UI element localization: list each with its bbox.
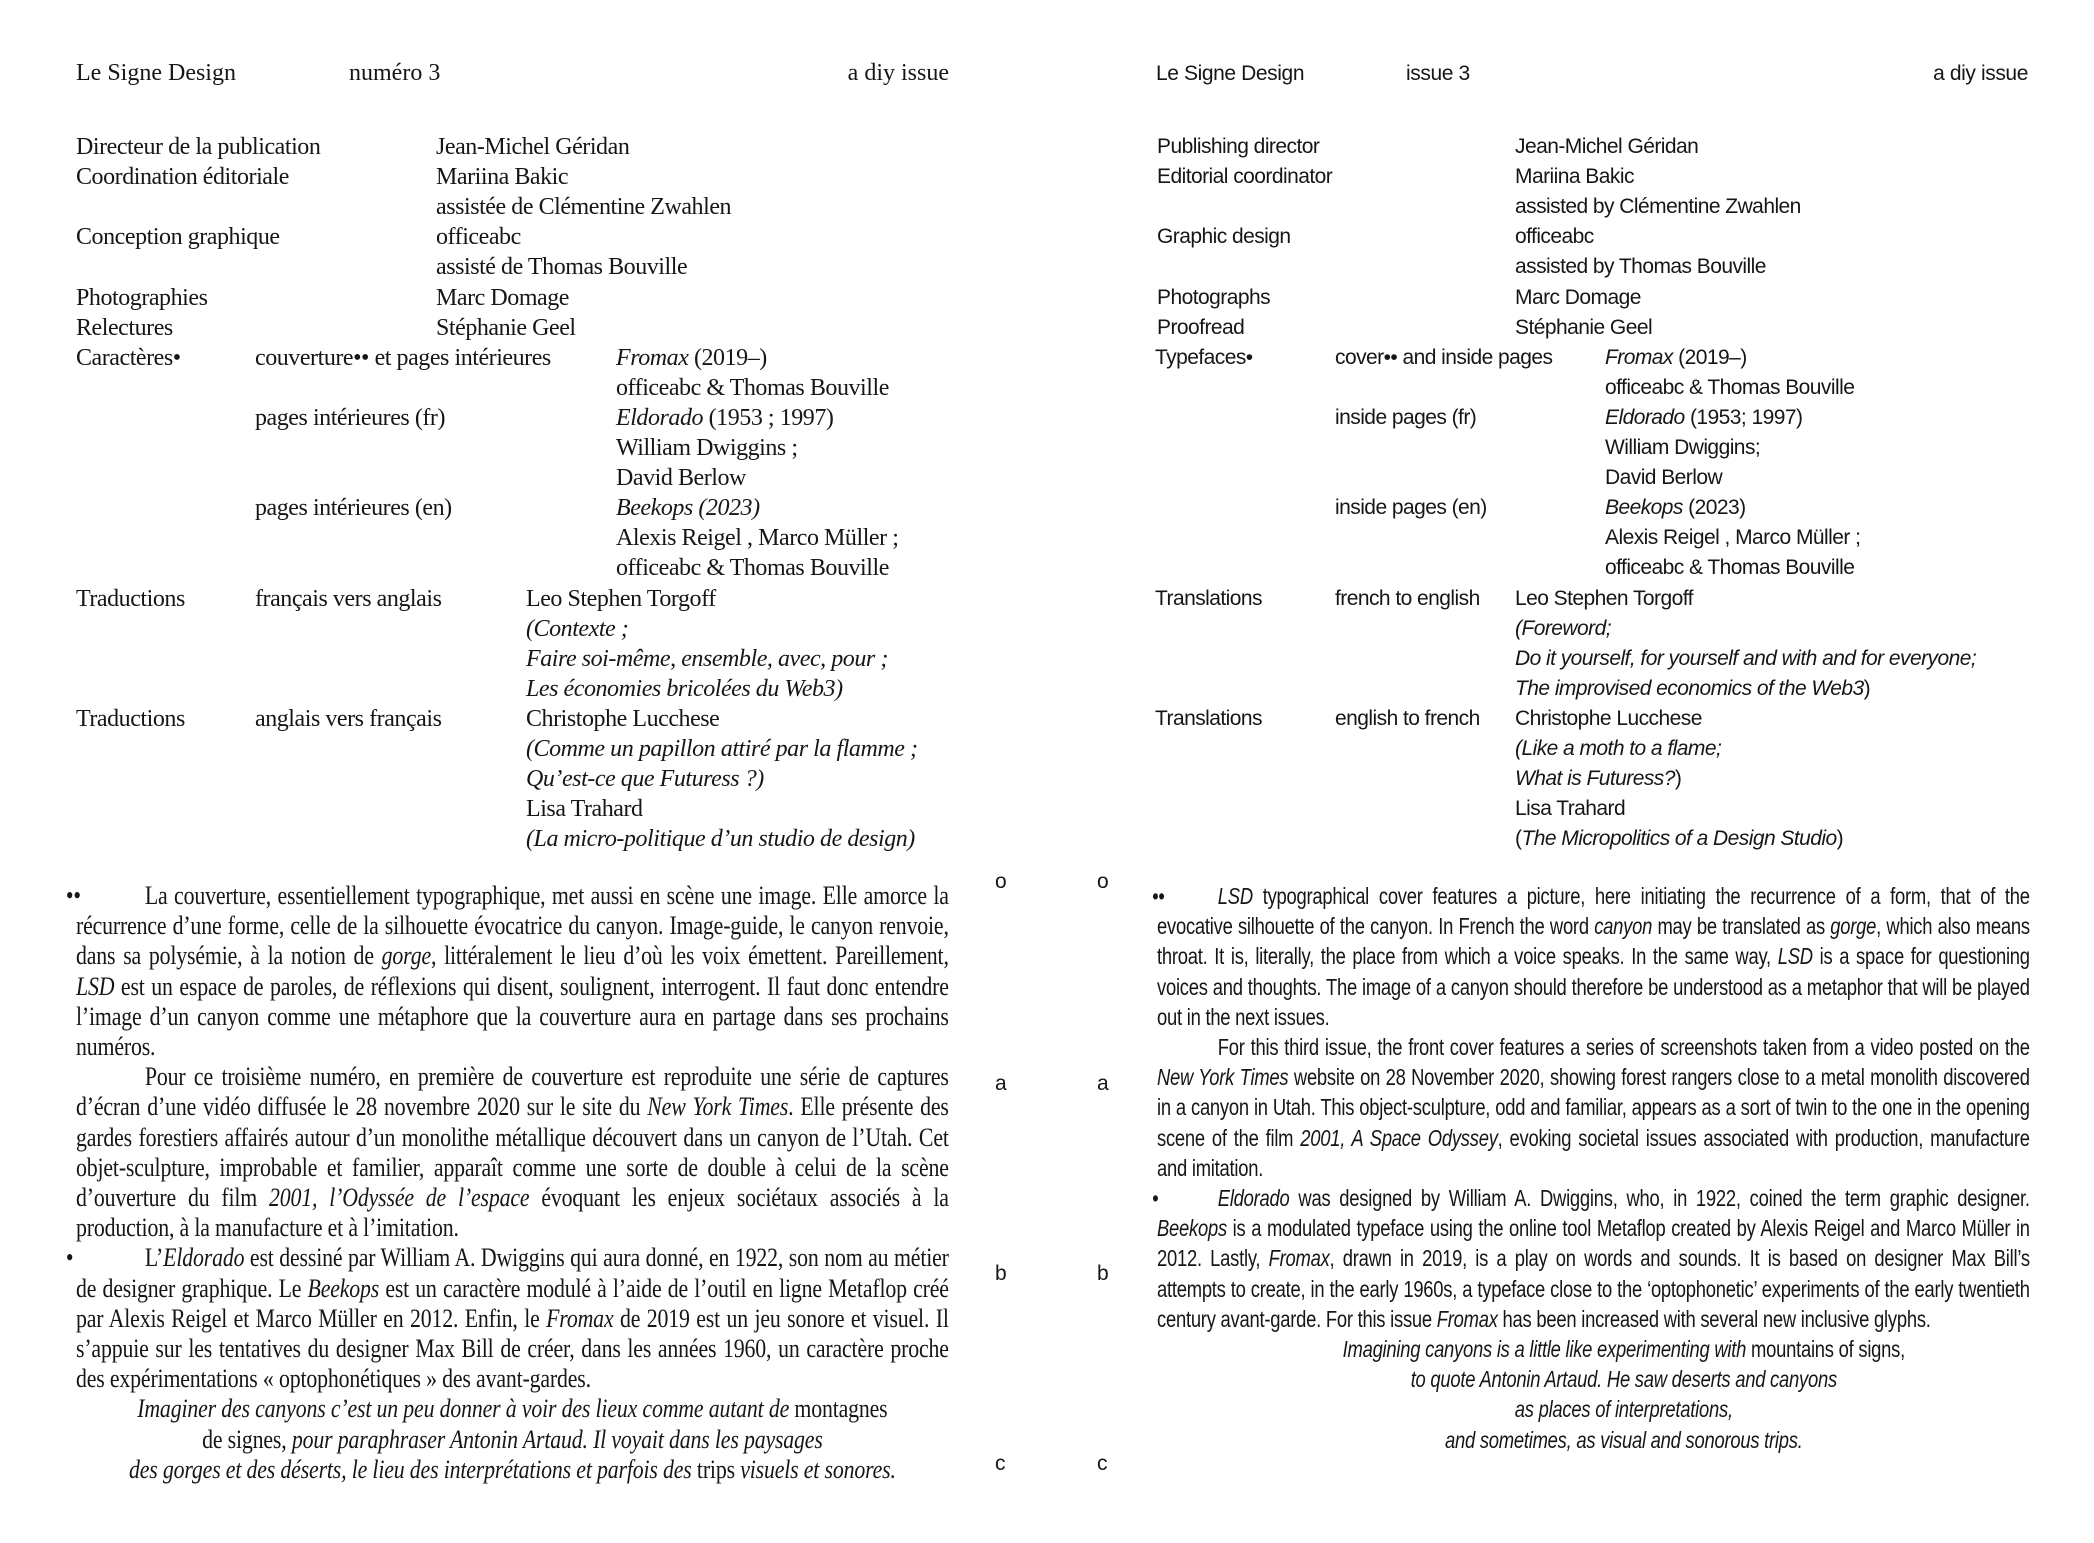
credit-sublabel: english to french [1335,706,1480,730]
credit-value [1515,132,1698,162]
margin-letter-c: c [1097,1452,1108,1475]
credit-sublabel: anglais vers français [255,705,442,732]
credit-label: Traductions [76,585,185,612]
text-run: Lisa Trahard [1515,797,1626,821]
credit-label: Translations [1155,586,1263,610]
quote-line [76,1425,949,1455]
italic-text: LSD [1777,943,1813,970]
italic-text: Fromax [616,344,689,371]
quote-line [1157,1334,2030,1364]
text-run: Marc Domage [436,284,569,311]
text-run: Pour ce troisième numéro, en première de couverture est reproduite une série de captures d’écran d’une vidéo diffusée le 28 novembre 2020 sur le site du [76,1062,949,1122]
italic-text: (Comme un papillon attiré par la flamme ; [526,736,918,762]
credit-value [1515,704,1702,734]
quote-line [1157,1364,2030,1394]
italic-text: Imaginer des canyons c’est un peu donner à voir des lieux comme autant de [137,1394,795,1424]
footnote-marker: •• [65,881,81,910]
italic-text: Eldorado [1217,1185,1290,1212]
italic-text: des gorges et des déserts, le lieu des interprétations et parfois des [128,1454,697,1484]
credit-value [1515,584,1693,614]
credit-value [1515,313,1652,343]
credit-sublabel: cover•• and inside pages [1335,345,1553,369]
text-run: (2023) [1682,496,1746,520]
italic-text: Fromax [1436,1305,1498,1332]
text-run: , littéralement le lieu d’où les voix émettent. Pareillement, [430,941,949,971]
italic-text: visuels et sonores. [734,1454,896,1484]
credit-label: Graphic design [1157,225,1291,249]
credit-sublabel: pages intérieures (en) [255,495,452,522]
italic-text: The Micropolitics of a Design Studio [1521,827,1837,851]
credit-value [436,283,569,313]
italic-text: LSD [76,971,115,1001]
magazine-title: Le Signe Design [76,60,236,86]
credit-value [436,132,629,162]
italic-text: (Foreword; [1515,616,1612,640]
credit-value [1605,343,1747,373]
text-run: officeabc [436,224,521,251]
text-run: Mariina Bakic [436,164,569,191]
text-run: La couverture, essentiellement typographique, met aussi en scène une image. Elle amorce la récurrence d’une forme, celle de la silhouette évocatrice du canyon. Image-guide, le canyon renvoie, dans sa polysémie, à la notion de [76,881,949,971]
italic-text: Eldorado [163,1243,245,1273]
text-run: trips [696,1454,735,1484]
issue-number: numéro 3 [349,60,441,86]
text-run: , which also means throat. It is, literally, the place from which a voice speaks. In the same way, [1157,913,2030,970]
magazine-title: Le Signe Design [1156,62,1305,85]
italic-text: Fromax [546,1303,614,1333]
text-run: montagnes [794,1394,888,1424]
text-run: is a space for questioning voices and thoughts. The image of a canyon should therefore be understood as a metaphor that will be played out in the next issues. [1157,943,2030,1030]
credit-value [436,222,521,252]
italic-text: gorge [381,941,431,971]
credit-label: Photographs [1157,285,1271,309]
italic-text: (Like a moth to a flame; [1515,737,1722,760]
credit-label: Editorial coordinator [1157,165,1333,189]
text-run: Lisa Trahard [526,796,643,823]
paragraph [65,881,949,1062]
credit-label: Relectures [76,314,173,341]
credit-value [526,734,918,764]
credit-label: Coordination éditoriale [76,164,289,191]
text-run: typographical cover features a picture, here initiating the recurrence of a form, that of the evocative silhouette of the canyon. In French the word [1157,883,2030,940]
text-run: ( [1515,827,1522,851]
text-run: assisté de Thomas Bouville [436,254,688,281]
credit-value [1605,433,1760,463]
text-run: ) [1674,767,1682,791]
text-run: David Berlow [1605,466,1723,490]
credit-sublabel: inside pages (en) [1335,496,1487,520]
italic-text: Qu’est-ce que Futuress ?) [526,766,764,793]
credit-value [1515,252,1766,282]
italic-text: Fromax [1605,345,1673,369]
issue-tagline: a diy issue [1933,62,2028,85]
text-run: officeabc & Thomas Bouville [1605,375,1855,399]
credit-sublabel: french to english [1335,586,1480,610]
paragraph [76,1062,949,1243]
italic-text: (La micro-politique d’un studio de design) [526,826,915,853]
paragraph [65,1243,949,1394]
credit-sublabel: français vers anglais [255,585,442,612]
text-run: de signes, [202,1424,292,1454]
text-run: de 2019 est un jeu sonore et visuel. Il s’appuie sur les tentatives du designer Max Bill de créer, dans les années 1960, un caractère proche des expérimentations « optophonétiques » des avant-gardes. [76,1303,949,1394]
credit-value [526,824,915,854]
italic-text: Beekops [1605,496,1683,520]
italic-text: as places of interpretations, [1514,1396,1733,1423]
credit-sublabel: pages intérieures (fr) [255,404,445,431]
credit-label: Photographies [76,284,208,311]
text-run: ) [1863,676,1871,700]
italic-text: pour paraphraser Antonin Artaud. Il voyait dans les paysages [291,1424,823,1454]
text-run: is a modulated typeface using the online tool Metaflop created by Alexis Reigel and Marco Müller in 2012. Lastly, [1157,1215,2030,1272]
credit-value [616,463,746,493]
italic-text: Imagining canyons is a little like experimenting with [1342,1336,1752,1363]
issue-tagline: a diy issue [847,60,949,86]
credit-value [616,553,889,583]
credit-value [1515,734,1721,764]
footnote-marker: •• [1152,883,1165,909]
credit-value [526,584,716,614]
credit-value [436,162,568,192]
margin-letter-a: a [1097,1072,1109,1095]
credit-value [616,343,767,373]
credit-label: Proofread [1157,315,1245,339]
text-run: may be translated as [1652,913,1831,940]
italic-text: Eldorado [616,404,704,431]
text-run: , drawn in 2019, is a play on words and sounds. It is based on designer Max Bill’s attempts to create, in the early 1960s, a typeface close to the ‘optophonetic’ experiments of the early twentieth century avant-garde. For this issue [1157,1245,2030,1332]
italic-text: Les économies bricolées du Web3) [526,675,843,702]
credit-label: Translations [1155,706,1263,730]
text-run: For this third issue, the front cover features a series of screenshots taken from a video posted on the [1217,1034,2030,1061]
credit-value [526,614,628,644]
credit-value [1515,764,1681,794]
credit-value [616,403,833,433]
italic-text: LSD [1217,883,1253,909]
italic-text: 2001, l’Odyssée de l’espace [269,1183,530,1213]
italic-text: Faire soi-même, ensemble, avec, pour ; [526,645,888,672]
issue-number: issue 3 [1406,62,1470,85]
paragraph [1152,1183,2030,1334]
margin-letter-b: b [995,1262,1007,1285]
italic-text: What is Futuress? [1515,767,1675,791]
italic-text: (Contexte ; [526,615,629,642]
text-run: mountains of signs, [1751,1336,1905,1363]
text-run: Leo Stephen Torgoff [1515,586,1693,610]
text-run: est un espace de paroles, de réflexions qui disent, soulignent, interrogent. Il faut donc entendre l’image d’un canyon comme une métaphore que la couverture aura en partage dans ses prochains numéros. [76,971,949,1062]
credit-value [1605,403,1802,433]
credit-value [1515,824,1843,854]
text-run: assistée de Clémentine Zwahlen [436,194,732,221]
text-run: L’ [144,1243,164,1273]
credit-value [616,433,798,463]
credit-value [1605,373,1854,403]
quote-line [76,1394,949,1424]
text-run: ) [1836,827,1844,851]
text-run: officeabc & Thomas Bouville [616,555,889,582]
text-run: assisted by Thomas Bouville [1515,255,1766,279]
text-run: William Dwiggins ; [616,435,798,461]
text-run: Jean-Michel Géridan [1515,135,1699,158]
italic-text: Beekops (2023) [616,495,760,522]
margin-letter-a: a [995,1072,1007,1095]
text-run: (2019–) [1672,345,1747,369]
italic-text: New York Times [1157,1064,1289,1091]
text-run: Mariina Bakic [1515,165,1634,189]
body-text-english [1152,881,2030,1455]
credit-value [436,192,731,222]
text-run: was designed by William A. Dwiggins, who, in 1922, coined the term graphic designer. [1289,1185,2030,1212]
margin-letter-o: o [1097,870,1109,893]
credit-value [1515,222,1594,252]
text-run: Marc Domage [1515,285,1641,309]
italic-text: 2001, A Space Odyssey [1300,1124,1498,1151]
credit-label: Typefaces• [1155,345,1253,369]
italic-text: to quote Antonin Artaud. He saw deserts and canyons [1410,1366,1837,1393]
text-run: Stéphanie Geel [436,314,576,341]
credit-label: Caractères• [76,344,181,371]
paragraph [1157,1032,2030,1183]
italic-text: gorge [1830,913,1877,940]
credit-value [1515,644,1976,674]
credit-value [1515,283,1641,313]
text-run: William Dwiggins; [1605,436,1761,459]
margin-letter-c: c [995,1452,1006,1475]
credit-value [526,674,843,704]
text-run: assisted by Clémentine Zwahlen [1515,195,1801,219]
italic-text: Eldorado [1605,405,1685,429]
credit-value [1515,794,1625,824]
credit-value [1605,553,1854,583]
credit-sublabel: inside pages (fr) [1335,405,1477,429]
footnote-marker: • [65,1243,74,1273]
credit-label: Traductions [76,705,185,732]
quote-line [1157,1394,2030,1424]
credit-label: Publishing director [1157,135,1320,158]
text-run: Stéphanie Geel [1515,315,1653,339]
credit-value [436,252,687,282]
text-run: officeabc [1515,225,1594,249]
credit-value [1515,614,1611,644]
margin-letter-o: o [995,870,1007,893]
quote-line [1157,1425,2030,1455]
text-run: Christophe Lucchese [1515,706,1702,730]
credit-value [526,794,643,824]
body-text-french [65,881,949,1485]
italic-text: canyon [1594,913,1653,940]
text-run: officeabc & Thomas Bouville [1605,556,1855,580]
text-run: Alexis Reigel , Marco Müller ; [1605,526,1861,550]
credit-label: Directeur de la publication [76,134,321,160]
italic-text: Fromax [1268,1245,1330,1272]
text-run: , evoking societal issues associated with production, manufacture and imitation. [1157,1124,2030,1181]
credit-value [616,493,760,523]
text-run: Jean-Michel Géridan [436,134,630,160]
italic-text: Beekops [307,1273,380,1303]
text-run: . Elle présente des gardes forestiers affairés autour d’un monolithe métallique découvert dans un canyon de l’Utah. Cet objet-sculpture, improbable et familier, apparaît comme une sorte de double à celui de la scène d’ouverture du film [76,1092,949,1213]
credit-value [526,704,719,734]
credit-value [1515,192,1801,222]
credit-value [1605,523,1860,553]
text-run: David Berlow [616,465,746,492]
footnote-marker: • [1152,1185,1159,1212]
text-run: est un caractère modulé à l’aide de l’outil en ligne Metaflop créé par Alexis Reigel et Marco Müller en 2012. Enfin, le [76,1273,949,1333]
credit-value [1605,463,1722,493]
text-run: (2019–) [688,344,767,371]
quote-line [76,1455,949,1485]
text-run: has been increased with several new inclusive glyphs. [1497,1305,1931,1332]
italic-text: Do it yourself, for yourself and with and for everyone; [1515,646,1977,670]
text-run: Christophe Lucchese [526,705,720,732]
credit-value [436,313,576,343]
italic-text: and sometimes, as visual and sonorous trips. [1444,1426,1803,1453]
credit-sublabel: couverture•• et pages intérieures [255,344,551,371]
credit-value [526,764,764,794]
italic-text: The improvised economics of the Web3 [1515,676,1864,700]
text-run: est dessiné par William A. Dwiggins qui aura donné, en 1922, son nom au métier de designer graphique. Le [76,1243,949,1303]
text-run: évoquant les enjeux sociétaux associés à la production, à la manufacture et à l’imitation. [76,1183,949,1243]
text-run: (1953; 1997) [1684,405,1803,429]
credit-value [1515,162,1634,192]
text-run: officeabc & Thomas Bouville [616,374,889,401]
margin-letter-b: b [1097,1262,1109,1285]
credit-value [1605,493,1746,523]
credit-value [1515,674,1870,704]
text-run: website on 28 November 2020, showing forest rangers close to a metal monolith discovered in a canyon in Utah. This object-sculpture, odd and familiar, appears as a sort of twin to the one in the opening scene of the film [1157,1064,2030,1151]
text-run: (1953 ; 1997) [703,404,834,431]
credit-value [526,644,888,674]
paragraph [1152,881,2030,1032]
text-run: Leo Stephen Torgoff [526,585,716,612]
credit-label: Conception graphique [76,224,280,251]
italic-text: Beekops [1157,1215,1227,1242]
credit-value [616,373,889,403]
text-run: Alexis Reigel , Marco Müller ; [616,525,899,552]
italic-text: New York Times [647,1092,789,1122]
credit-value [616,523,898,553]
